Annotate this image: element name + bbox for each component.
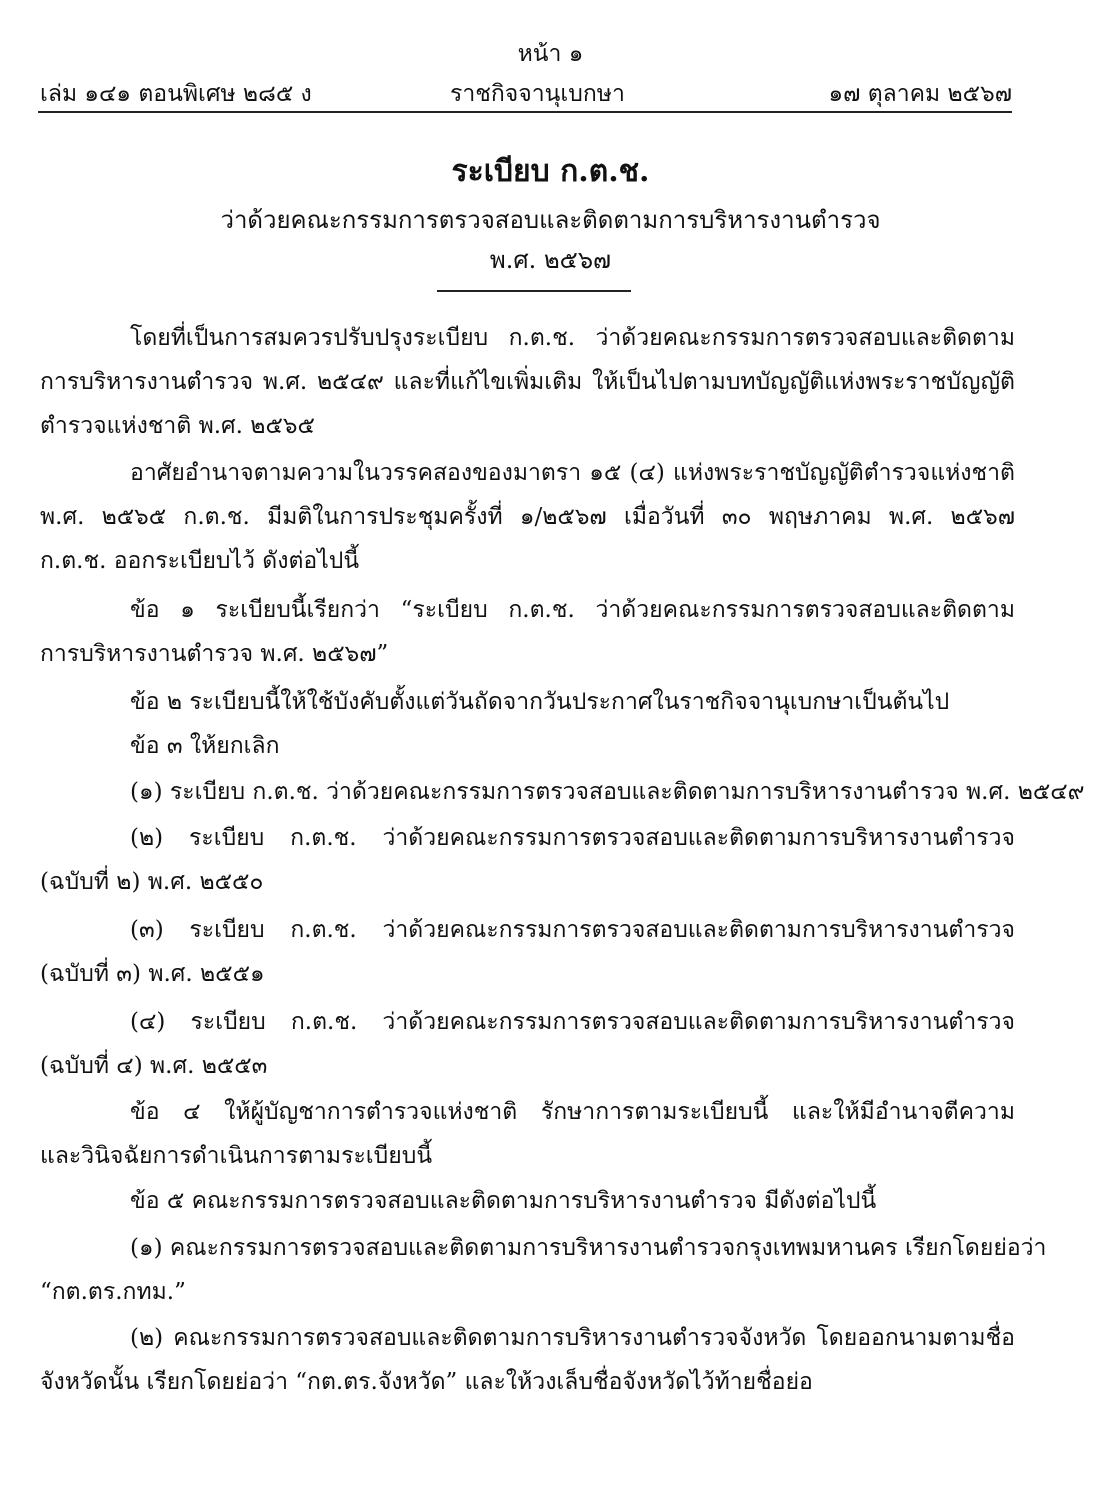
body-line: พ.ศ. ๒๕๖๕ ก.ต.ช. มีมติในการประชุมครั้งที่ ๑/๒๕๖๗ เมื่อวันที่ ๓๐ พฤษภาคม พ.ศ. ๒๕๖๗ <box>40 504 1015 530</box>
body-line: และวินิจฉัยการดำเนินการตามระเบียบนี้ <box>40 1143 433 1169</box>
body-line: อาศัยอำนาจตามความในวรรคสองของมาตรา ๑๕ (๔) แห่งพระราชบัญญัติตำรวจแห่งชาติ <box>130 460 1015 486</box>
document-title: ระเบียบ ก.ต.ช. <box>451 154 650 189</box>
body-line: (๔) ระเบียบ ก.ต.ช. ว่าด้วยคณะกรรมการตรวจสอบและติดตามการบริหารงานตำรวจ <box>130 1009 1015 1035</box>
body-line: ก.ต.ช. ออกระเบียบไว้ ดังต่อไปนี้ <box>40 548 360 574</box>
body-line: (๑) คณะกรรมการตรวจสอบและติดตามการบริหารงานตำรวจกรุงเทพมหานคร เรียกโดยย่อว่า <box>130 1235 1047 1261</box>
body-line: ตำรวจแห่งชาติ พ.ศ. ๒๕๖๕ <box>40 413 315 439</box>
body-line: ข้อ ๓ ให้ยกเลิก <box>130 733 280 759</box>
volume-issue: เล่ม ๑๔๑ ตอนพิเศษ ๒๘๕ ง <box>40 81 312 107</box>
gazette-name: ราชกิจจานุเบกษา <box>450 81 625 107</box>
body-line: ข้อ ๕ คณะกรรมการตรวจสอบและติดตามการบริหารงานตำรวจ มีดังต่อไปนี้ <box>130 1188 877 1214</box>
body-line: การบริหารงานตำรวจ พ.ศ. ๒๕๖๗” <box>40 641 389 667</box>
body-line: ข้อ ๑ ระเบียบนี้เรียกว่า “ระเบียบ ก.ต.ช. ว่าด้วยคณะกรรมการตรวจสอบและติดตาม <box>130 597 1015 623</box>
body-line: (๑) ระเบียบ ก.ต.ช. ว่าด้วยคณะกรรมการตรวจสอบและติดตามการบริหารงานตำรวจ พ.ศ. ๒๕๔๙ <box>130 779 1085 805</box>
publication-date: ๑๗ ตุลาคม ๒๕๖๗ <box>828 81 1012 107</box>
body-line: ข้อ ๒ ระเบียบนี้ให้ใช้บังคับตั้งแต่วันถัดจากวันประกาศในราชกิจจานุเบกษาเป็นต้นไป <box>130 689 950 715</box>
header-divider <box>38 111 1012 113</box>
page-number: หน้า ๑ <box>517 41 584 67</box>
body-line: (๒) ระเบียบ ก.ต.ช. ว่าด้วยคณะกรรมการตรวจสอบและติดตามการบริหารงานตำรวจ <box>130 825 1015 851</box>
document-year: พ.ศ. ๒๕๖๗ <box>489 246 612 274</box>
body-line: การบริหารงานตำรวจ พ.ศ. ๒๕๔๙ และที่แก้ไขเพิ่มเติม ให้เป็นไปตามบทบัญญัติแห่งพระราชบัญญัติ <box>40 369 1015 395</box>
body-line: (ฉบับที่ ๒) พ.ศ. ๒๕๕๐ <box>40 869 264 895</box>
body-line: (ฉบับที่ ๓) พ.ศ. ๒๕๕๑ <box>40 961 265 987</box>
title-divider <box>437 290 631 292</box>
body-line: (๒) คณะกรรมการตรวจสอบและติดตามการบริหารงานตำรวจจังหวัด โดยออกนามตามชื่อ <box>130 1325 1015 1351</box>
body-line: (๓) ระเบียบ ก.ต.ช. ว่าด้วยคณะกรรมการตรวจสอบและติดตามการบริหารงานตำรวจ <box>130 917 1015 943</box>
document-subtitle: ว่าด้วยคณะกรรมการตรวจสอบและติดตามการบริหารงานตำรวจ <box>220 206 881 234</box>
body-line: (ฉบับที่ ๔) พ.ศ. ๒๕๕๓ <box>40 1053 268 1079</box>
gazette-header <box>40 76 1012 110</box>
body-line: ข้อ ๔ ให้ผู้บัญชาการตำรวจแห่งชาติ รักษาการตามระเบียบนี้ และให้มีอำนาจตีความ <box>130 1099 1015 1125</box>
body-line: “กต.ตร.กทม.” <box>40 1279 186 1305</box>
body-line: โดยที่เป็นการสมควรปรับปรุงระเบียบ ก.ต.ช. ว่าด้วยคณะกรรมการตรวจสอบและติดตาม <box>130 325 1015 351</box>
body-line: จังหวัดนั้น เรียกโดยย่อว่า “กต.ตร.จังหวัด” และให้วงเล็บชื่อจังหวัดไว้ท้ายชื่อย่อ <box>40 1369 813 1395</box>
